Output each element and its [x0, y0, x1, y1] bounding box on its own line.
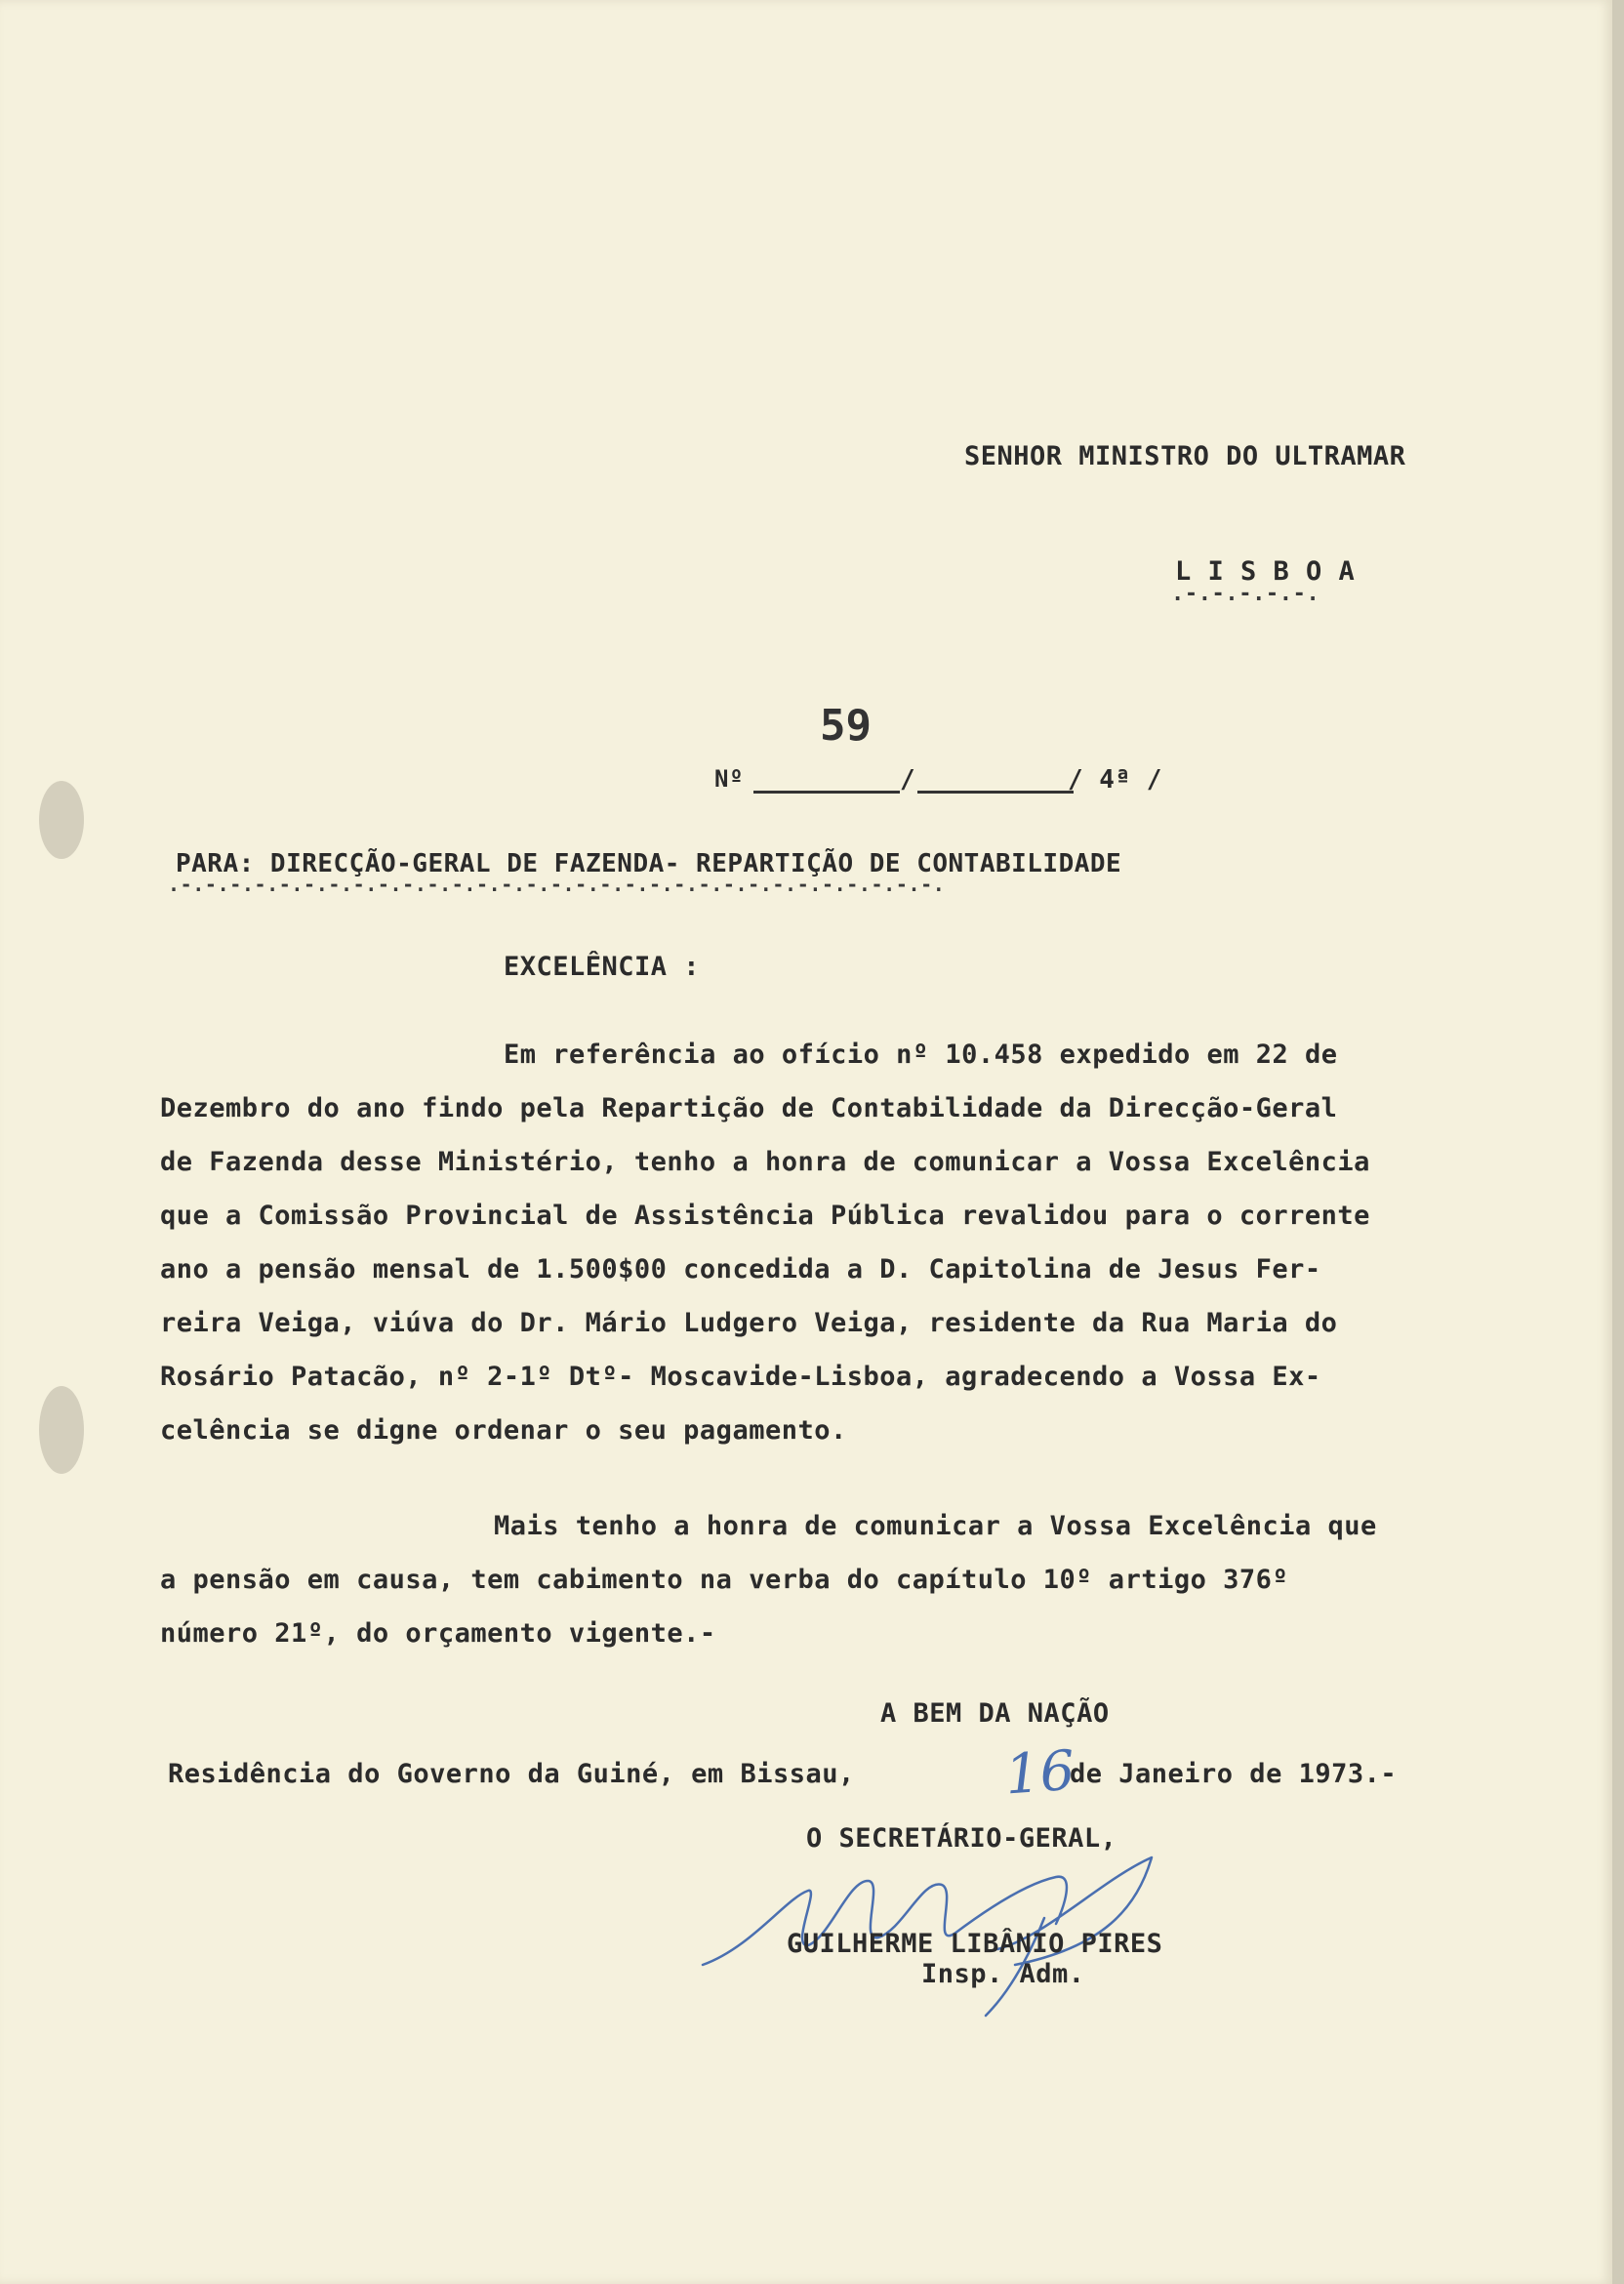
paragraph1-line: reira Veiga, viúva do Dr. Mário Ludgero Veiga, residente da Rua Maria do: [160, 1308, 1338, 1338]
paragraph2-line: número 21º, do orçamento vigente.-: [160, 1618, 716, 1649]
reference-label: Nº: [714, 765, 744, 793]
paragraph1-line: Rosário Patacão, nº 2-1º Dtº- Moscavide-Lisboa, agradecendo a Vossa Ex-: [160, 1362, 1321, 1392]
paragraph2-line: Mais tenho a honra de comunicar a Vossa Excelência que: [494, 1511, 1377, 1541]
signer-name: GUILHERME LIBÂNIO PIRES: [787, 1929, 1163, 1959]
recipient-line: PARA: DIRECÇÃO-GERAL DE FAZENDA- REPARTIÇÃO DE CONTABILIDADE: [176, 849, 1122, 878]
handwritten-day: 16: [1002, 1738, 1077, 1808]
paragraph1-line: Dezembro do ano findo pela Repartição de Contabilidade da Direcção-Geral: [160, 1093, 1338, 1123]
signer-role: O SECRETÁRIO-GERAL,: [806, 1823, 1117, 1854]
reference-blank-2: [917, 791, 1074, 794]
paragraph2-line: a pensão em causa, tem cabimento na verba do capítulo 10º artigo 376º: [160, 1565, 1289, 1595]
addressee: SENHOR MINISTRO DO ULTRAMAR: [964, 441, 1406, 471]
city: L I S B O A: [1175, 556, 1356, 587]
reference-separator-1: /: [900, 765, 916, 795]
paragraph1-line: ano a pensão mensal de 1.500$00 concedida a D. Capitolina de Jesus Fer-: [160, 1254, 1321, 1285]
salutation: EXCELÊNCIA :: [504, 952, 701, 982]
closing: A BEM DA NAÇÃO: [880, 1698, 1110, 1729]
signer-title: Insp. Adm.: [921, 1959, 1085, 1989]
place-suffix: de Janeiro de 1973.-: [1070, 1759, 1398, 1789]
reference-number: 59: [820, 701, 872, 751]
recipient-underline: .-.-.-.-.-.-.-.-.-.-.-.-.-.-.-.-.-.-.-.-.-.-.-.-.-.-.-.-.-.-.-.: [168, 873, 946, 896]
paragraph1-line: celência se digne ordenar o seu pagamento.: [160, 1415, 847, 1446]
paragraph1-line: que a Comissão Provincial de Assistência Pública revalidou para o corrente: [160, 1201, 1370, 1231]
punch-hole-top: [39, 781, 84, 859]
paragraph1-line: de Fazenda desse Ministério, tenho a honra de comunicar a Vossa Excelência: [160, 1147, 1370, 1177]
reference-blank-1: [753, 791, 900, 794]
page-edge: [1612, 0, 1624, 2284]
reference-separator-2: / 4ª /: [1068, 765, 1162, 795]
punch-hole-bottom: [39, 1386, 84, 1474]
city-underline: .-.-.-.-.-.: [1171, 582, 1320, 606]
paragraph1-line: Em referência ao ofício nº 10.458 expedido em 22 de: [504, 1040, 1338, 1070]
place-prefix: Residência do Governo da Guiné, em Bissau,: [168, 1759, 855, 1789]
